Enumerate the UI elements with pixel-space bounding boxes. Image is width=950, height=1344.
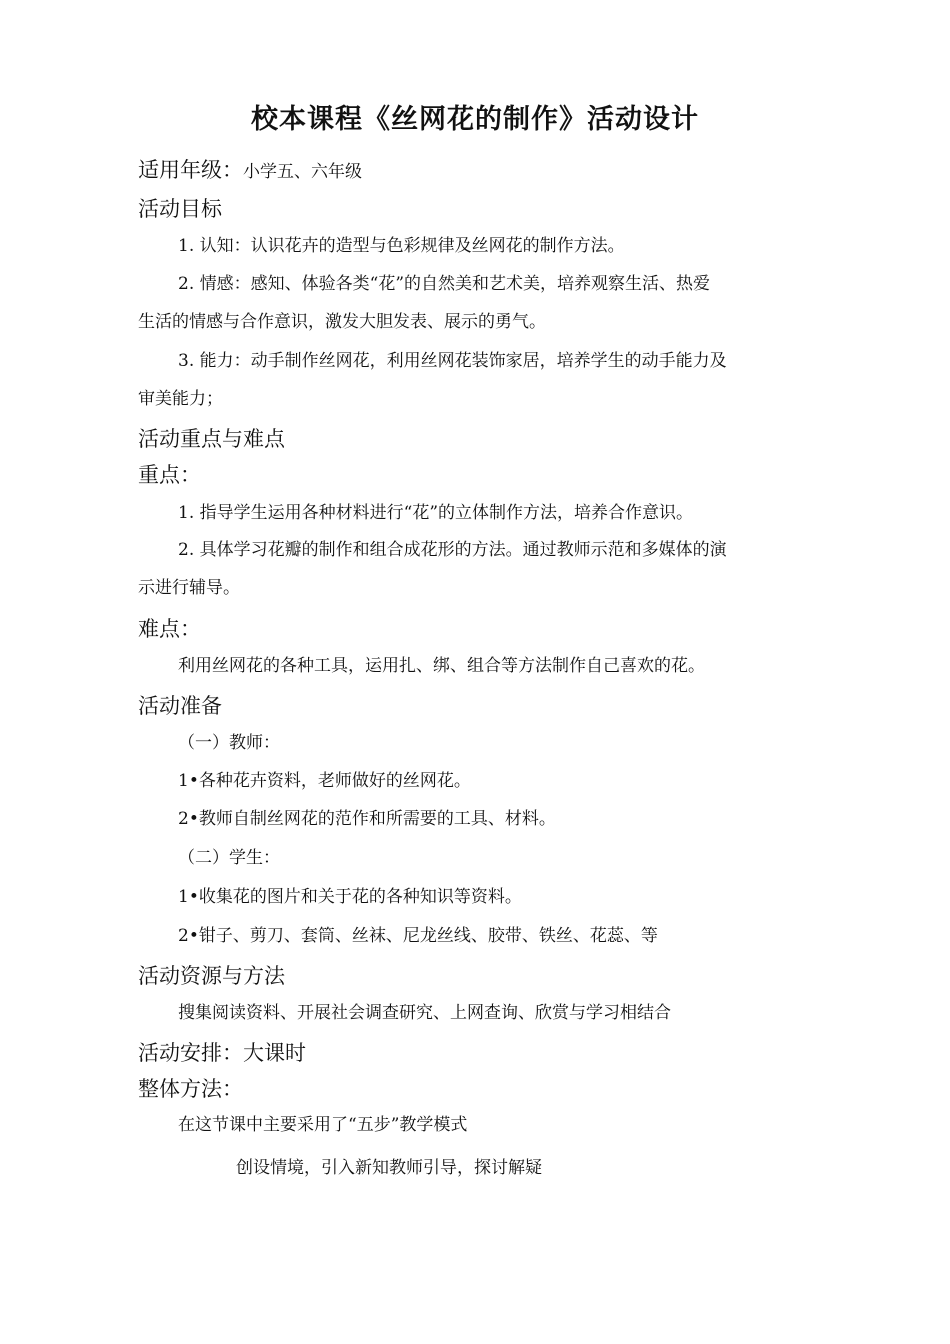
method-text: 在这节课中主要采用了“五步”教学模式	[178, 1115, 468, 1135]
goal-item: 2. 情感：感知、体验各类“花”的自然美和艺术美，培养观察生活、热爱	[178, 274, 711, 294]
teacher-label: （一）教师：	[178, 733, 280, 753]
goals-heading: 活动目标	[138, 197, 222, 221]
method-step: 创设情境，引入新知教师引导，探讨解疑	[236, 1158, 542, 1178]
resources-heading: 活动资源与方法	[138, 964, 285, 988]
goal-item: 3. 能力：动手制作丝网花，利用丝网花装饰家居，培养学生的动手能力及	[178, 351, 727, 371]
student-item: 2•钳子、剪刀、套筒、丝袜、尼龙丝线、胶带、铁丝、花蕊、等	[178, 926, 658, 946]
goal-item: 审美能力；	[138, 389, 223, 409]
teacher-item: 1•各种花卉资料，老师做好的丝网花。	[178, 771, 471, 791]
prep-heading: 活动准备	[138, 694, 222, 718]
focus-label: 重点：	[138, 463, 201, 487]
focus-item: 1. 指导学生运用各种材料进行“花”的立体制作方法，培养合作意识。	[178, 503, 694, 523]
keypoints-heading: 活动重点与难点	[138, 427, 285, 451]
student-label: （二）学生：	[178, 848, 280, 868]
focus-item: 2. 具体学习花瓣的制作和组合成花形的方法。通过教师示范和多媒体的演	[178, 540, 727, 560]
grade-value: 小学五、六年级	[243, 162, 362, 182]
teacher-item: 2•教师自制丝网花的范作和所需要的工具、材料。	[178, 809, 556, 829]
goal-item: 1. 认知：认识花卉的造型与色彩规律及丝网花的制作方法。	[178, 236, 625, 256]
goal-item: 生活的情感与合作意识，激发大胆发表、展示的勇气。	[138, 312, 546, 332]
difficulty-text: 利用丝网花的各种工具，运用扎、绑、组合等方法制作自己喜欢的花。	[178, 656, 705, 676]
grade-line	[138, 160, 362, 181]
arrangement-heading: 活动安排：大课时	[138, 1041, 306, 1065]
difficulty-label: 难点：	[138, 617, 201, 641]
document-title: 校本课程《丝网花的制作》活动设计	[251, 104, 699, 135]
student-item: 1•收集花的图片和关于花的各种知识等资料。	[178, 887, 522, 907]
grade-label: 适用年级：	[138, 158, 243, 182]
resources-text: 搜集阅读资料、开展社会调查研究、上网查询、欣赏与学习相结合	[178, 1003, 671, 1023]
focus-item: 示进行辅导。	[138, 578, 240, 598]
method-heading: 整体方法：	[138, 1077, 243, 1101]
